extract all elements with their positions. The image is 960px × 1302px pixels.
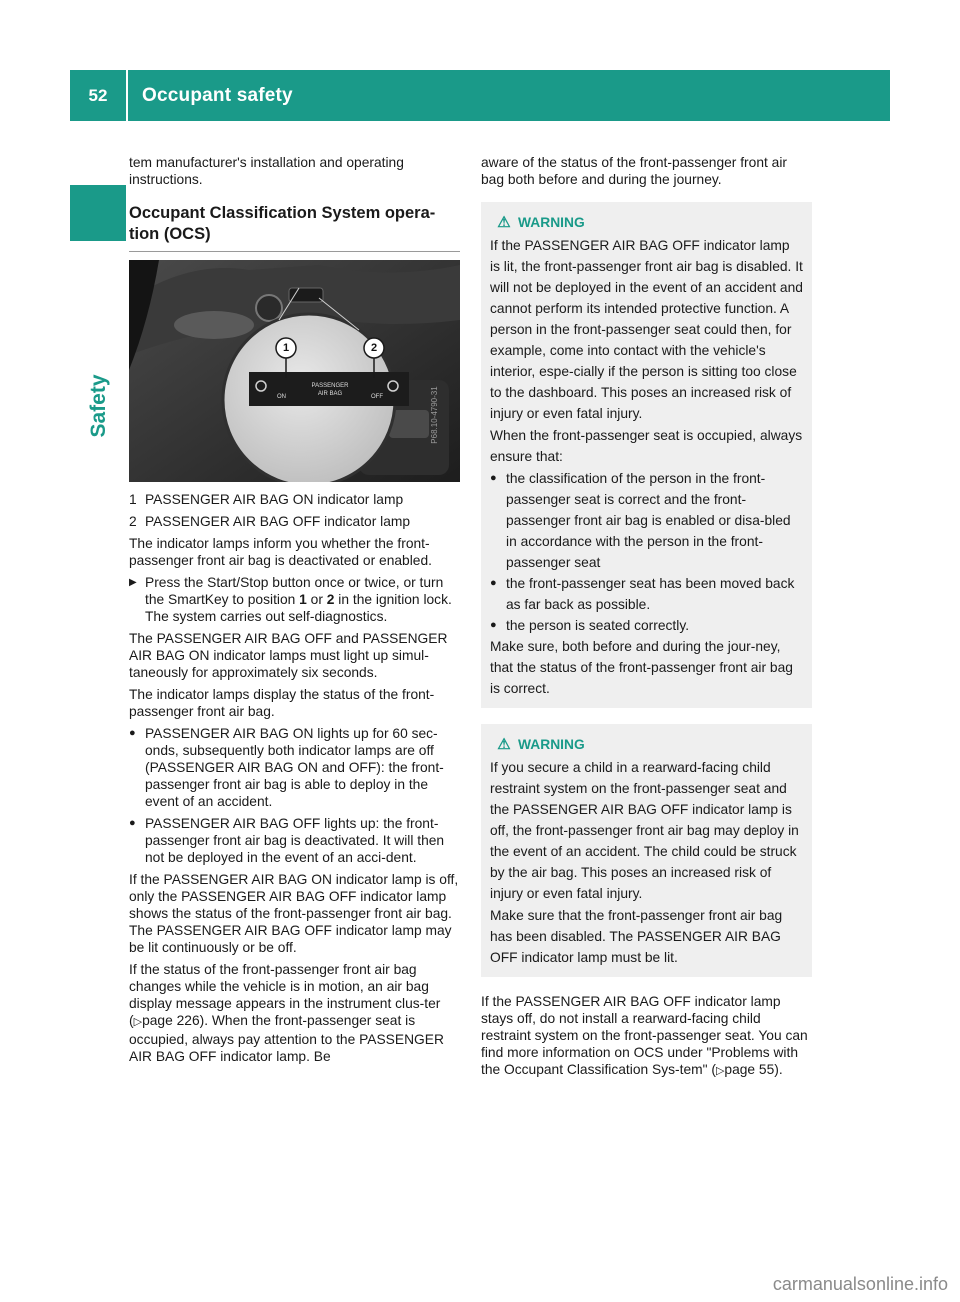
warning-box [481,724,812,977]
warning-header [490,734,803,755]
right-column [481,154,812,1085]
figure-illustration [129,260,460,482]
list-item-text: PASSENGER AIR BAG OFF lights up: the front-passenger front air bag is deactivated. It will then not be deployed in the event of an acci-dent. [145,816,445,865]
page-header [70,70,890,121]
intro-text: aware of the status of the front-passenger front air bag both before and during the journey. [481,155,787,187]
panel-label-on: ON [277,394,286,400]
warning-text: If the PASSENGER AIR BAG OFF indicator lamp is lit, the front-passenger front air bag is disabled. It will not be deployed in the event of an accident and cannot perform its intended protective function. A person in the front-passenger seat could then, for example, come into contact with the vehicle's interior, espe-cially if the person is sitting too close to the dashboard. This poses an increased risk of injury or even fatal injury. [490,238,803,421]
legend-number: 1 [129,492,137,507]
list-item-text: the classification of the person in the front-passenger seat is correct and the front-passenger front air bag is enabled or disa-bled in accordance with the person in the front-passenger seat [506,471,791,570]
legend-text: PASSENGER AIR BAG ON indicator lamp [145,492,404,507]
paragraph: If the PASSENGER AIR BAG ON indicator lamp is off, only the PASSENGER AIR BAG OFF indicator lamp shows the status of the front-passenger front air bag. The PASSENGER AIR BAG OFF indicator lamp may be lit continuously or be off. [129,872,459,955]
warning-triangle-icon: ⚠ [497,214,511,231]
callout-1: 1 [282,342,290,354]
legend-item [129,491,460,508]
paragraph: If the status of the front-passenger front air bag changes while the vehicle is in motion, an air bag display message appears in the instrument clus-ter (▷page 226). When the front-passenger seat is occupied, always pay attention to the PASSENGER AIR BAG OFF indicator lamp. Be [129,962,444,1064]
callout-2: 2 [370,342,378,354]
indicator-lamp-figure [129,260,460,482]
bullet-icon: ● [490,472,497,484]
panel-label-airbag: AIR BAG [317,391,343,397]
warning-header [490,212,803,233]
paragraph: The indicator lamps inform you whether the front-passenger front air bag is deactivated or enabled. [129,536,432,568]
legend-text: PASSENGER AIR BAG OFF indicator lamp [145,514,411,529]
legend-number: 2 [129,514,137,529]
paragraph: The indicator lamps display the status of the front-passenger front air bag. [129,687,435,719]
legend-item [129,513,460,530]
panel-label-off: OFF [371,394,383,400]
section-title: Occupant safety [142,85,293,106]
step-result: The system carries out self-diagnostics. [145,609,388,624]
instruction-step [129,574,460,625]
warning-text: Make sure, both before and during the jour-ney, that the status of the front-passenger front air bag is correct. [490,639,793,696]
step-arrow-icon: ▶ [129,577,137,588]
heading-rule [129,251,460,252]
list-item-text: the front-passenger seat has been moved back as far back as possible. [506,576,795,612]
page-ref-icon: ▷ [133,1016,143,1028]
page-ref-icon: ▷ [715,1065,725,1077]
left-column [129,154,460,1070]
list-item [129,725,460,810]
paragraph: If the PASSENGER AIR BAG OFF indicator lamp stays off, do not install a rearward-facing child restraint system on the front-passenger seat. You can find more information on OCS under "Problems with the Occupant Classification Sys-tem" (▷page 55). [481,994,808,1077]
watermark-text: carmanualsonline.info [772,1274,948,1294]
warning-text: When the front-passenger seat is occupied, always ensure that: [490,428,803,464]
bullet-icon: ● [129,727,136,739]
watermark [0,1270,960,1298]
list-item [490,615,803,636]
intro-text: tem manufacturer's installation and operating instructions. [129,155,404,187]
paragraph: The PASSENGER AIR BAG OFF and PASSENGER AIR BAG ON indicator lamps must light up simul-taneously for approximately six seconds. [129,631,448,680]
bullet-icon: ● [490,577,497,589]
page-reference-link[interactable]: page 55 [724,1062,775,1077]
sidebar-label [84,371,114,441]
header-divider [126,70,128,121]
list-item-text: the person is seated correctly. [506,618,690,633]
bullet-icon: ● [129,817,136,829]
warning-title: WARNING [518,737,585,752]
list-item [129,815,460,866]
figure-code: P68.10-4790-31 [430,386,439,444]
sidebar-label-text: Safety [87,374,110,438]
warning-triangle-icon: ⚠ [497,736,511,753]
bullet-icon: ● [490,619,497,631]
page-number: 52 [88,86,108,105]
step-text: Press the Start/Stop button once or twice, or turn the SmartKey to position 1 or 2 in the ignition lock. The system carries out self-diagnostics. [145,575,452,624]
sidebar-color-block [70,185,126,241]
list-item [490,573,803,615]
section-heading: Occupant Classification System opera-tion (OCS) [129,204,436,243]
list-item-text: PASSENGER AIR BAG ON lights up for 60 sec-onds, subsequently both indicator lamps are off (PASSENGER AIR BAG ON and OFF): the front-passenger front air bag is able to deploy in the event of an accident. [145,726,444,809]
list-item [490,468,803,573]
panel-label-passenger: PASSENGER [311,383,349,389]
warning-text: If you secure a child in a rearward-facing child restraint system on the front-passenger seat and the PASSENGER AIR BAG OFF indicator lamp is off, the front-passenger front air bag may deploy in the event of an accident. The child could be struck by the air bag. This poses an increased risk of injury or even fatal injury. [490,760,799,901]
warning-text: Make sure that the front-passenger front air bag has been disabled. The PASSENGER AIR BAG OFF indicator lamp must be lit. [490,908,783,965]
warning-title: WARNING [518,215,585,230]
warning-box [481,202,812,708]
page-reference-link[interactable]: page 226 [142,1013,200,1028]
